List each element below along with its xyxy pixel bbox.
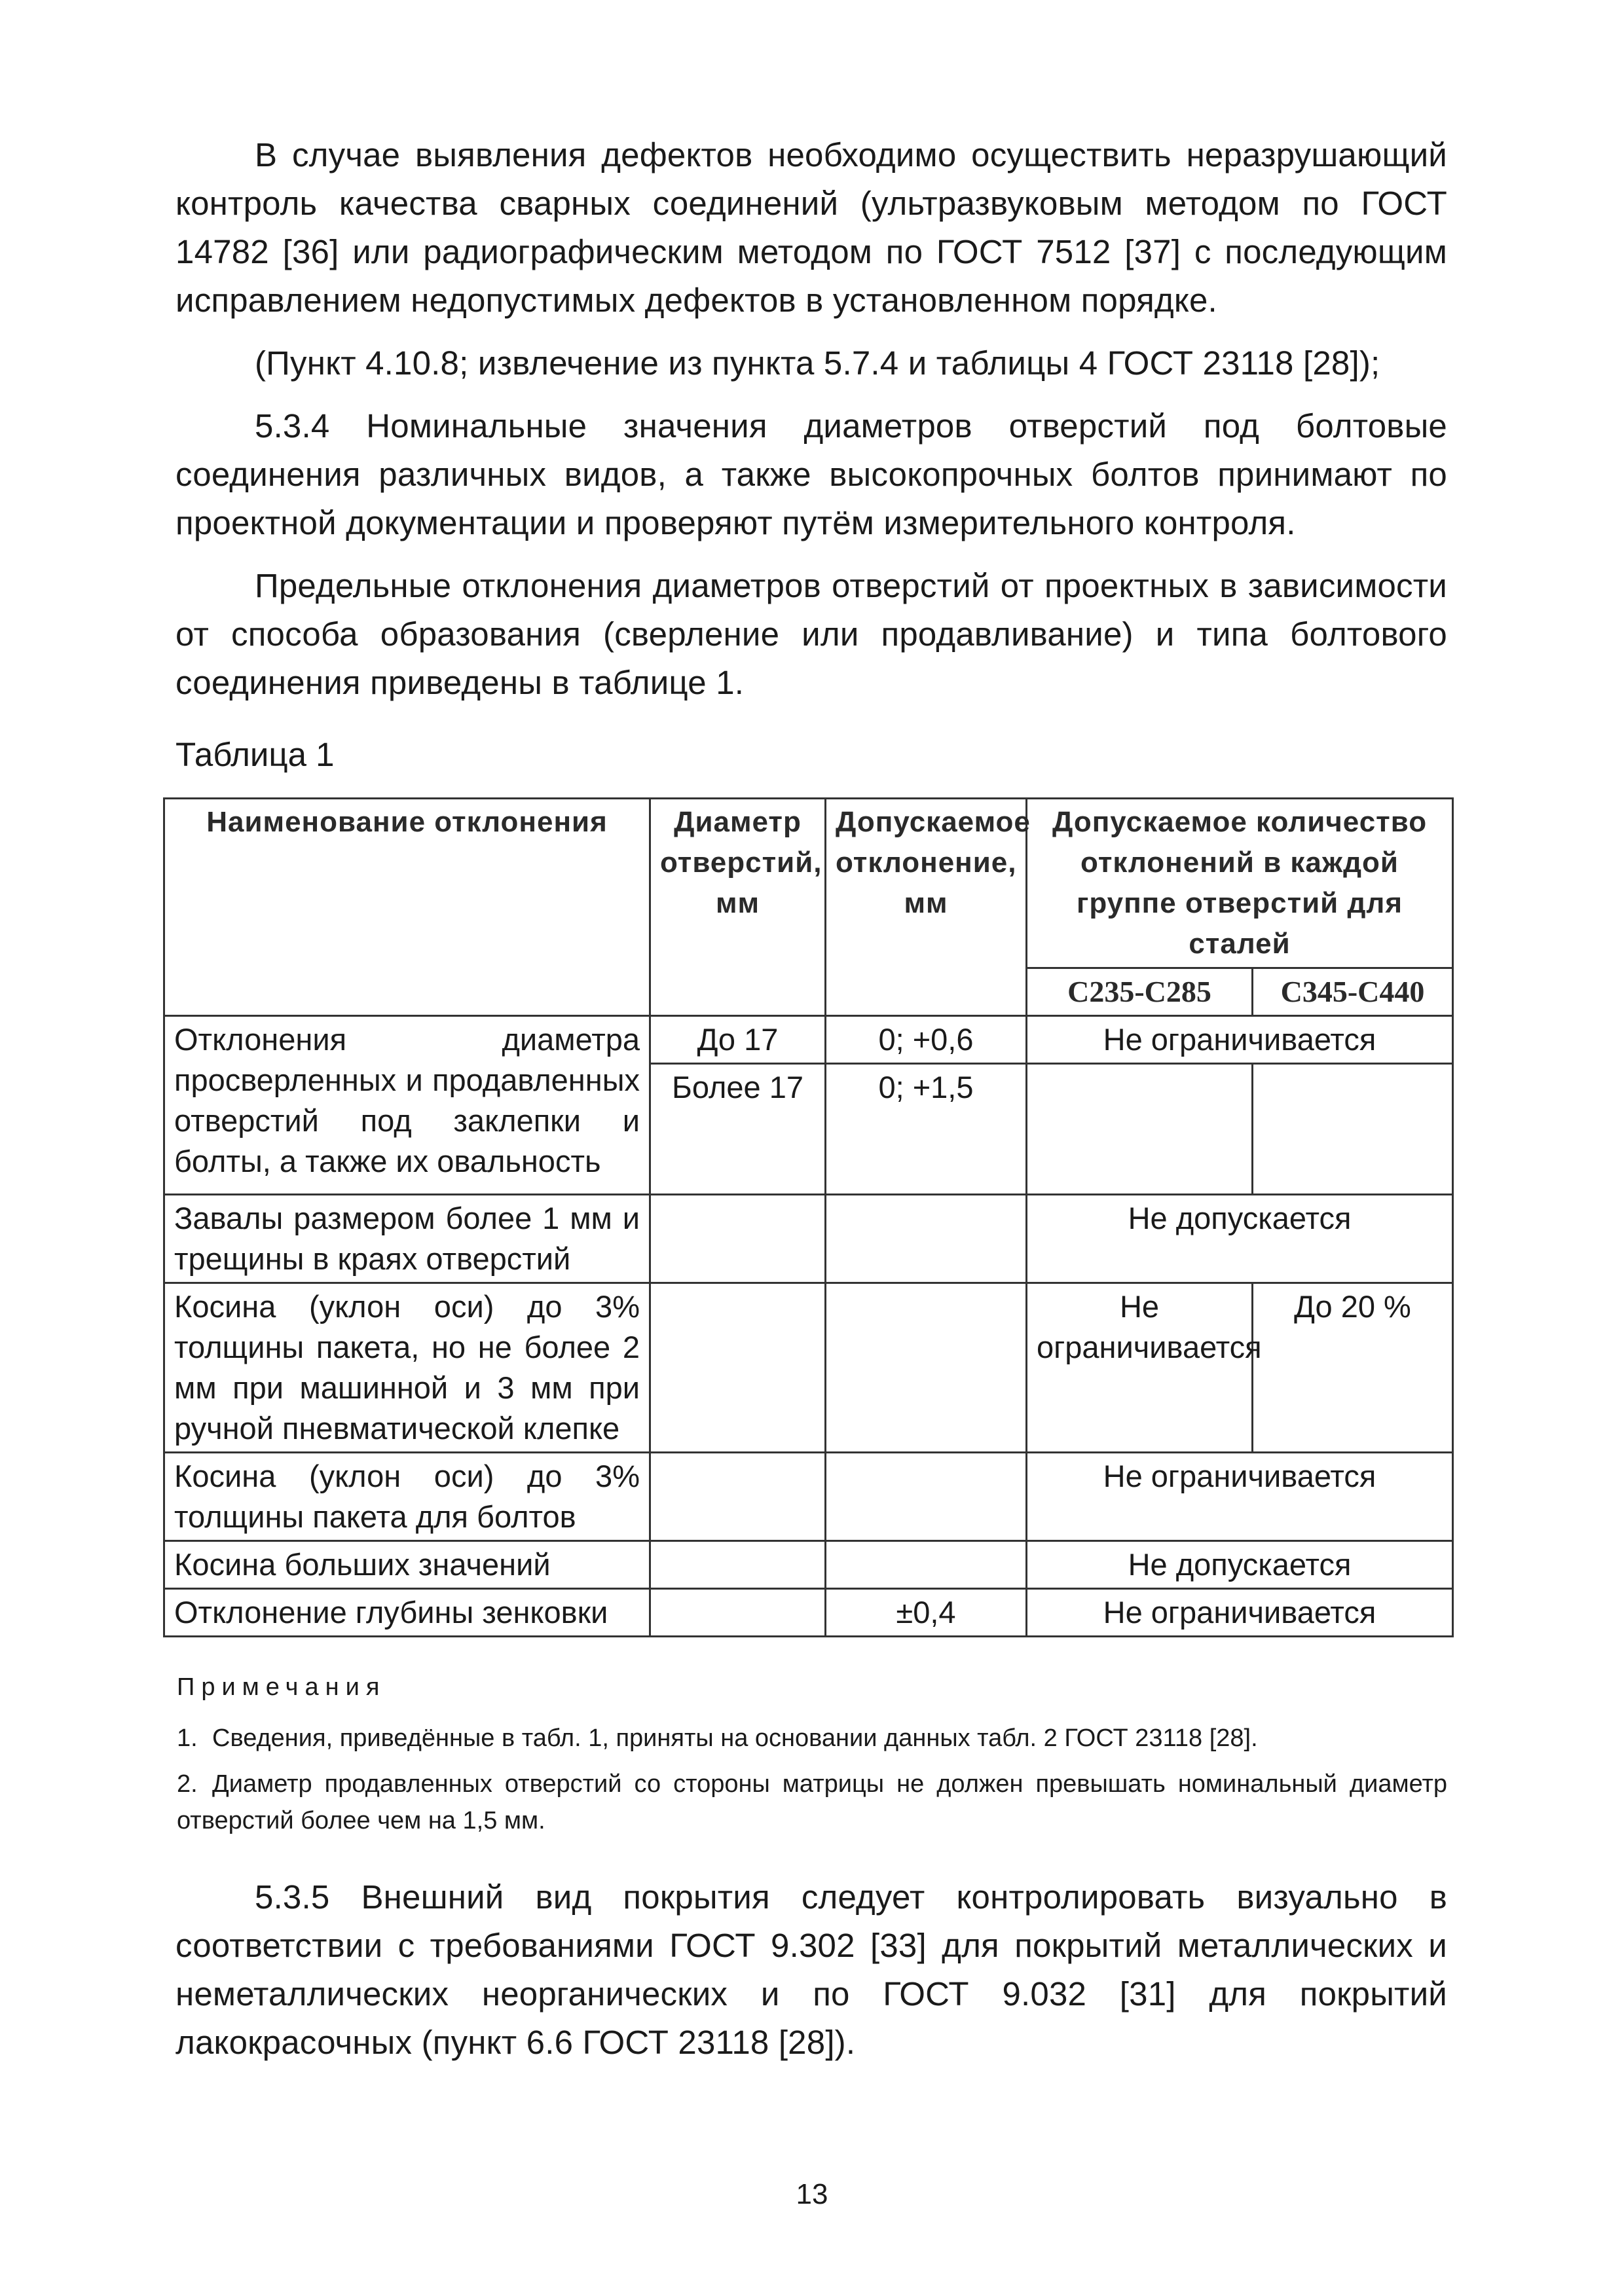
- cell-tolerance: 0; +0,6: [826, 1016, 1027, 1064]
- notes-title: Примечания: [177, 1673, 386, 1701]
- page-content: [175, 131, 1447, 2081]
- cell-name: Косина (уклон оси) до 3% толщины пакета, но не более 2 мм при машинной и 3 мм при ручной пневматической клепке: [164, 1283, 650, 1453]
- paragraph-5-3-5: 5.3.5 Внешний вид покрытия следует контролировать визуально в соответствии с требованиями ГОСТ 9.302 [33] для покрытий металлических и неметаллических неорганических и по ГОСТ 9.032 [31] для покрытий лакокрасочных (пункт 6.6 ГОСТ 23118 [28]).: [175, 1878, 1447, 2061]
- cell-count: Не допускается: [1027, 1195, 1453, 1283]
- cell-steel-c235-c285: Не ограничивается: [1027, 1283, 1253, 1453]
- cell-count: Не ограничивается: [1027, 1016, 1453, 1064]
- cell-tolerance: [826, 1541, 1027, 1589]
- paragraph-5-3-4: 5.3.4 Номинальные значения диаметров отверстий под болтовые соединения различных видов, а также высокопрочных болтов принимают по проектной документации и проверяют путём измерительного контроля.: [175, 407, 1447, 541]
- cell-diameter: [650, 1541, 826, 1589]
- header-count: Допускаемое количество отклонений в каждой группе отверстий для сталей: [1027, 799, 1453, 968]
- cell-name: Косина (уклон оси) до 3% толщины пакета для болтов: [164, 1453, 650, 1541]
- table-row: [164, 1541, 1453, 1589]
- note-text: Диаметр продавленных отверстий со стороны матрицы не должен превышать номинальный диаметр отверстий более чем на 1,5 мм.: [177, 1770, 1447, 1834]
- cell-count: Не допускается: [1027, 1541, 1453, 1589]
- table-caption: Таблица 1: [175, 736, 335, 773]
- cell-diameter: [650, 1589, 826, 1637]
- cell-tolerance: 0; +1,5: [826, 1064, 1027, 1195]
- deviations-table: [163, 797, 1454, 1637]
- header-diameter: Диаметр отверстий, мм: [650, 799, 826, 1016]
- table-row: [164, 1016, 1453, 1064]
- cell-steel-c235-c285: [1027, 1064, 1253, 1195]
- cell-name: Косина больших значений: [164, 1541, 650, 1589]
- cell-diameter: Более 17: [650, 1064, 826, 1195]
- cell-name: Отклонения диаметра просверленных и продавленных отверстий под заклепки и болты, а также их овальность: [164, 1016, 650, 1195]
- cell-tolerance: [826, 1453, 1027, 1541]
- cell-count: Не ограничивается: [1027, 1453, 1453, 1541]
- note-item: [175, 1766, 1447, 1839]
- note-number: 1.: [177, 1724, 198, 1752]
- paragraph-limit-deviations: Предельные отклонения диаметров отверстий от проектных в зависимости от способа образования (сверление или продавливание) и типа болтового соединения приведены в таблице 1.: [175, 567, 1447, 701]
- table-row: [164, 1589, 1453, 1637]
- header-tolerance: Допускаемое отклонение, мм: [826, 799, 1027, 1016]
- table-header-row: [164, 799, 1453, 968]
- cell-diameter: До 17: [650, 1016, 826, 1064]
- table-row: [164, 1195, 1453, 1283]
- table-row: [164, 1283, 1453, 1453]
- cell-diameter: [650, 1453, 826, 1541]
- notes-block: [175, 1669, 1447, 1839]
- cell-name: Отклонение глубины зенковки: [164, 1589, 650, 1637]
- cell-name: Завалы размером более 1 мм и трещины в краях отверстий: [164, 1195, 650, 1283]
- cell-diameter: [650, 1283, 826, 1453]
- paragraph-reference: (Пункт 4.10.8; извлечение из пункта 5.7.4 и таблицы 4 ГОСТ 23118 [28]);: [255, 344, 1380, 382]
- cell-tolerance: ±0,4: [826, 1589, 1027, 1637]
- note-item: [175, 1720, 1447, 1757]
- note-number: 2.: [177, 1770, 198, 1798]
- cell-tolerance: [826, 1283, 1027, 1453]
- cell-diameter: [650, 1195, 826, 1283]
- paragraph-defects: В случае выявления дефектов необходимо осуществить неразрушающий контроль качества сварных соединений (ультразвуковым методом по ГОСТ 14782 [36] или радиографическим методом по ГОСТ 7512 [37] с последующим исправлением недопустимых дефектов в установленном порядке.: [175, 136, 1447, 319]
- cell-count: Не ограничивается: [1027, 1589, 1453, 1637]
- note-text: Сведения, приведённые в табл. 1, приняты на основании данных табл. 2 ГОСТ 23118 [28].: [212, 1724, 1258, 1752]
- cell-steel-c345-c440: [1253, 1064, 1453, 1195]
- header-name: Наименование отклонения: [164, 799, 650, 1016]
- page-number: 13: [796, 2178, 828, 2210]
- cell-tolerance: [826, 1195, 1027, 1283]
- header-steel-c345-c440: С345-С440: [1253, 968, 1453, 1016]
- cell-steel-c345-c440: До 20 %: [1253, 1283, 1453, 1453]
- table-row: [164, 1453, 1453, 1541]
- header-steel-c235-c285: С235-С285: [1027, 968, 1253, 1016]
